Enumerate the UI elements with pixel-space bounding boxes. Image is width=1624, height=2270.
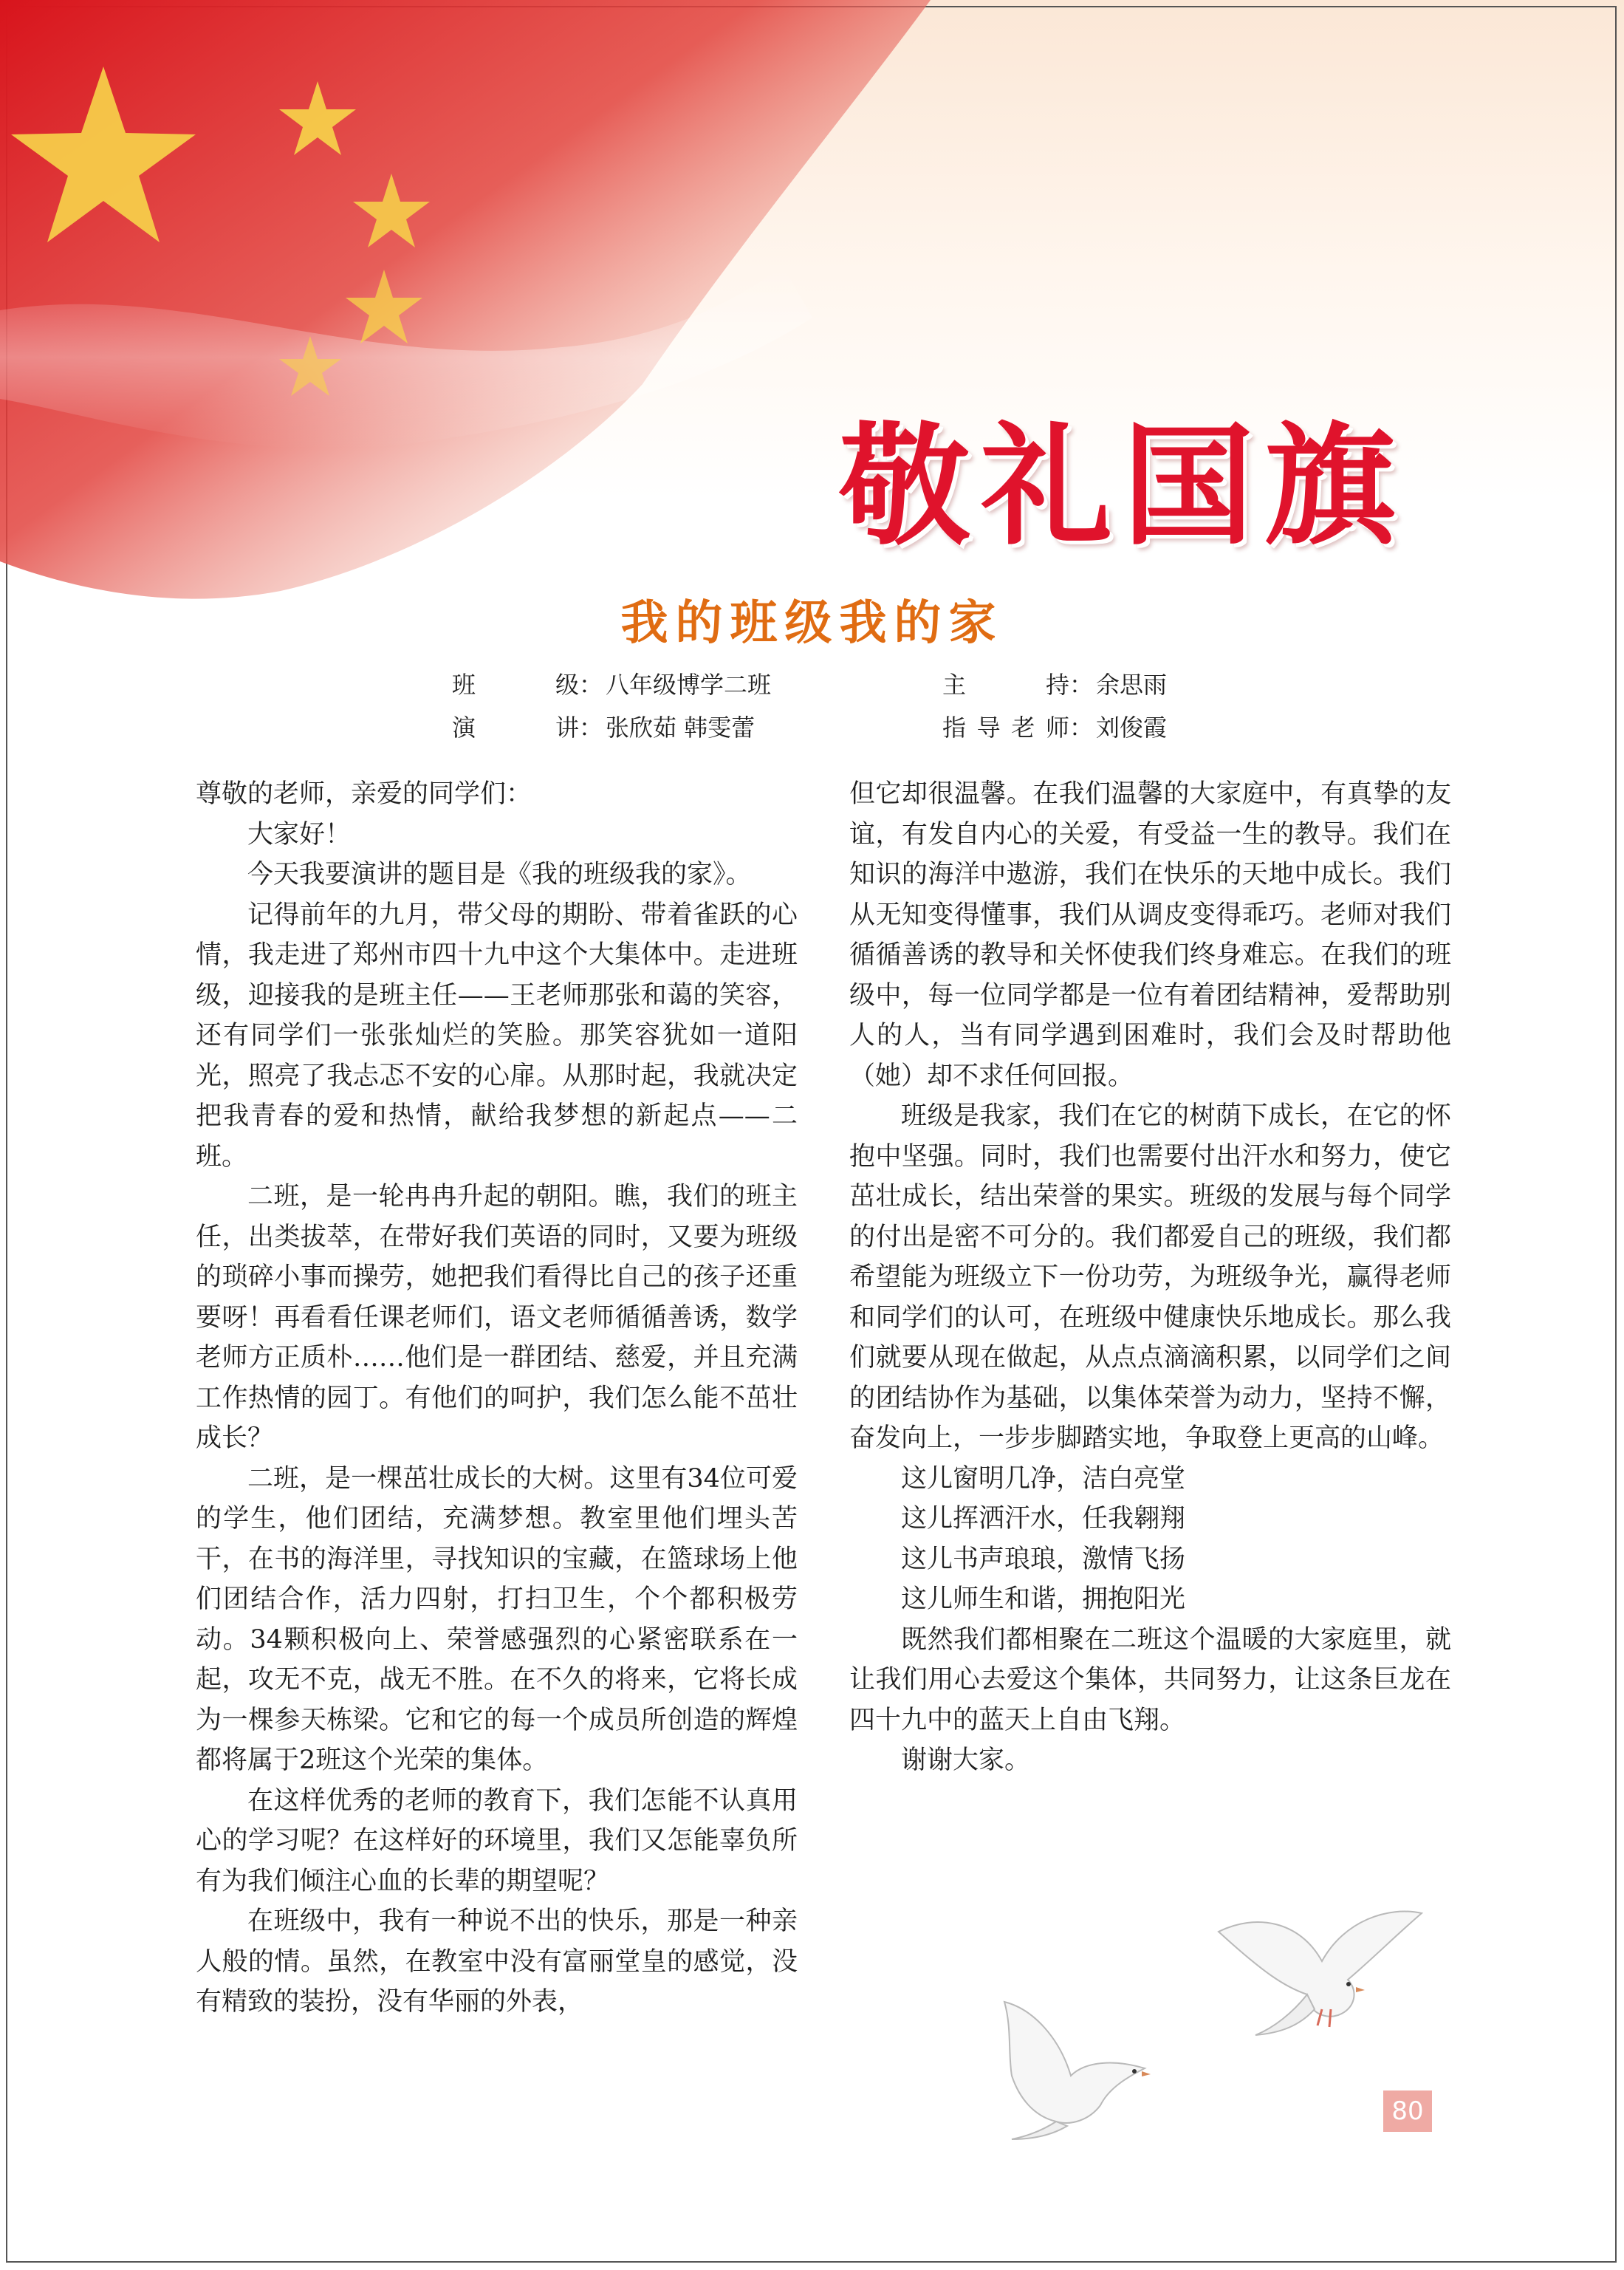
credit-host: 主持： 余思雨 bbox=[942, 663, 1167, 706]
paragraph: 班级是我家，我们在它的树荫下成长，在它的怀抱中坚强。同时，我们也需要付出汗水和努力，使它茁壮成长，结出荣誉的果实。班级的发展与每个同学的付出是密不可分的。我们都爱自己的班级，我们都希望能为班级立下一份功劳，为班级争光，赢得老师和同学们的认可，在班级中健康快乐地成长。那么我们就要从现在做起，从点点滴滴积累，以同学们之间的团结协作为基础，以集体荣誉为动力，坚持不懈，奋发向上，一步步脚踏实地，争取登上更高的山峰。 bbox=[849, 1101, 1451, 1453]
closing: 谢谢大家。 bbox=[901, 1746, 1031, 1775]
poem-line: 这儿师生和谐，拥抱阳光 bbox=[901, 1584, 1186, 1614]
credit-host-label: 主持 bbox=[942, 671, 1069, 699]
paragraph: 在班级中，我有一种说不出的快乐，那是一种亲人般的情。虽然，在教室中没有富丽堂皇的感觉，没有精致的装扮，没有华丽的外表， bbox=[196, 1907, 798, 2017]
dove-icon bbox=[990, 1994, 1167, 2142]
credits-right bbox=[942, 663, 1167, 749]
poem-line: 这儿窗明几净，洁白亮堂 bbox=[901, 1463, 1186, 1494]
credit-advisor-value: 刘俊霞 bbox=[1096, 714, 1168, 742]
credit-class-value: 八年级博学二班 bbox=[606, 671, 772, 699]
paragraph: 二班，是一棵茁壮成长的大树。这里有34位可爱的学生，他们团结，充满梦想。教室里他们埋头苦干，在书的海洋里，寻找知识的宝藏，在篮球场上他们团结合作，活力四射，打扫卫生，个个都积极劳动。34颗积极向上、荣誉感强烈的心紧密联系在一起，攻无不克，战无不胜。在不久的将来，它将长成为一棵参天栋梁。它和它的每一个成员所创造的辉煌都将属于2班这个光荣的集体。 bbox=[196, 1463, 798, 1775]
paragraph: 记得前年的九月，带父母的期盼、带着雀跃的心情，我走进了郑州市四十九中这个大集体中。走进班级，迎接我的是班主任——王老师那张和蔼的笑容，还有同学们一张张灿烂的笑脸。那笑容犹如一道阳光，照亮了我忐忑不安的心扉。从那时起，我就决定把我青春的爱和热情，献给我梦想的新起点——二班。 bbox=[196, 900, 798, 1172]
credit-host-value: 余思雨 bbox=[1096, 671, 1168, 699]
dove-icon bbox=[1211, 1891, 1425, 2039]
credit-speakers-value: 张欣茹 韩雯蕾 bbox=[606, 714, 756, 742]
salutation: 尊敬的老师，亲爱的同学们： bbox=[196, 779, 532, 809]
credit-speakers-label: 演讲 bbox=[452, 714, 579, 742]
credit-advisor-label: 指导老师 bbox=[942, 714, 1069, 742]
credit-class-label: 班级 bbox=[452, 671, 579, 699]
body-column-right bbox=[849, 774, 1451, 1781]
paragraph: 既然我们都相聚在二班这个温暖的大家庭里，就让我们用心去爱这个集体，共同努力，让这条巨龙在四十九中的蓝天上自由飞翔。 bbox=[849, 1624, 1451, 1735]
paragraph: 二班，是一轮冉冉升起的朝阳。瞧，我们的班主任，出类拔萃，在带好我们英语的同时，又要为班级的琐碎小事而操劳，她把我们看得比自己的孩子还重要呀！再看看任课老师们，语文老师循循善诱，数学老师方正质朴……他们是一群团结、慈爱，并且充满工作热情的园丁。有他们的呵护，我们怎么能不茁壮成长？ bbox=[196, 1182, 798, 1453]
credit-advisor: 指导老师： 刘俊霞 bbox=[942, 706, 1167, 749]
credit-class: 班级： 八年级博学二班 bbox=[452, 663, 771, 706]
page-number: 80 bbox=[1383, 2090, 1432, 2132]
poem-line: 这儿挥洒汗水，任我翱翔 bbox=[901, 1504, 1186, 1534]
credit-speakers: 演讲： 张欣茹 韩雯蕾 bbox=[452, 706, 771, 749]
credits-left bbox=[452, 663, 771, 749]
page-title: 敬礼国旗 bbox=[839, 410, 1406, 563]
poem-line: 这儿书声琅琅，激情飞扬 bbox=[901, 1544, 1186, 1574]
paragraph: 在这样优秀的老师的教育下，我们怎能不认真用心的学习呢？在这样好的环境里，我们又怎能辜负所有为我们倾注心血的长辈的期望呢？ bbox=[196, 1785, 798, 1896]
paragraph: 今天我要演讲的题目是《我的班级我的家》。 bbox=[247, 860, 752, 889]
speech-title: 我的班级我的家 bbox=[620, 596, 1004, 651]
greeting: 大家好！ bbox=[247, 819, 352, 849]
paragraph: 但它却很温馨。在我们温馨的大家庭中，有真挚的友谊，有发自内心的关爱，有受益一生的教导。我们在知识的海洋中遨游，我们在快乐的天地中成长。我们从无知变得懂事，我们从调皮变得乖巧。老师对我们循循善诱的教导和关怀使我们终身难忘。在我们的班级中，每一位同学都是一位有着团结精神，爱帮助别人的人，当有同学遇到困难时，我们会及时帮助他（她）却不求任何回报。 bbox=[849, 779, 1451, 1091]
body-column-left bbox=[196, 774, 798, 2023]
